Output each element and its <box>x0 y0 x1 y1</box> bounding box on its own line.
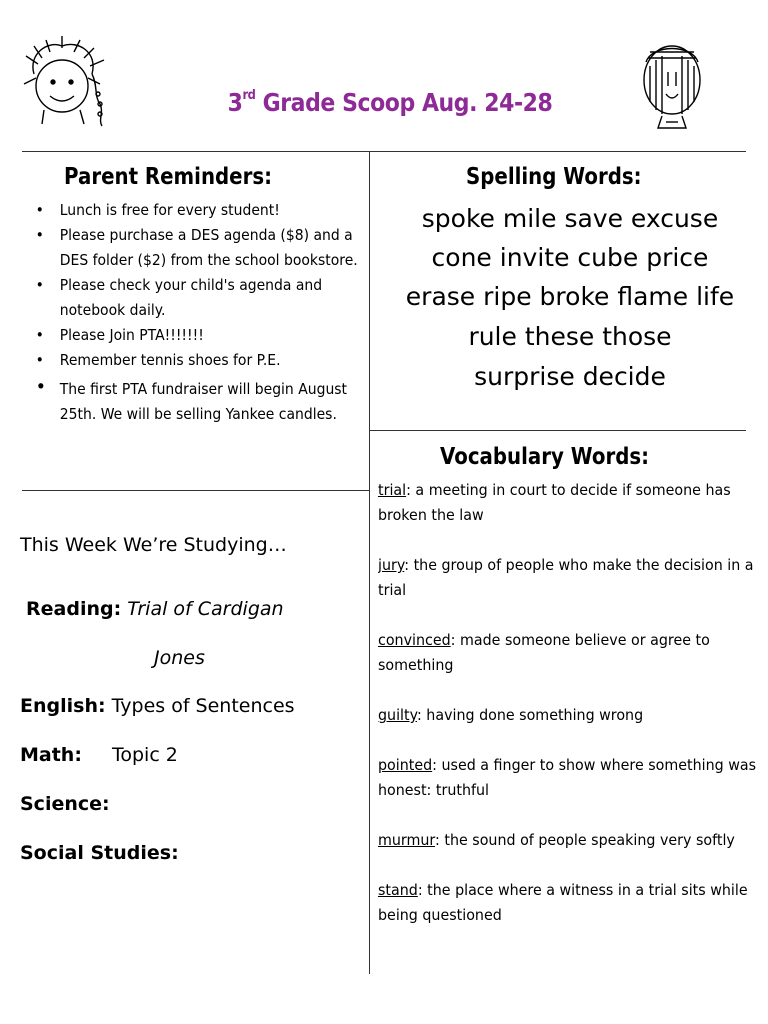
vocab-def: honest: truthful <box>378 781 490 799</box>
reading-value-cont: Jones <box>154 647 205 669</box>
boy-doodle-icon <box>638 36 706 132</box>
vocab-entry <box>378 828 758 853</box>
vocab-entry <box>378 703 758 728</box>
vocab-entry <box>378 628 758 678</box>
studying-title: This Week We’re Studying… <box>20 534 287 556</box>
spelling-bottom-divider <box>369 430 746 431</box>
title-text: Grade Scoop Aug. 24-28 <box>255 88 553 117</box>
reading-value: Trial of Cardigan <box>127 598 284 620</box>
spelling-line: cone invite cube price <box>431 243 709 272</box>
vocabulary-title: Vocabulary Words: <box>440 444 650 470</box>
girl-doodle-icon <box>18 34 114 130</box>
vocab-term: jury <box>378 556 405 574</box>
spelling-line: erase ripe broke flame life <box>405 282 735 311</box>
reminder-item: • Please Join PTA!!!!!!! <box>35 326 204 344</box>
social-studies-label: Social Studies: <box>20 842 179 864</box>
reading-label: Reading: <box>26 598 122 620</box>
vocab-entry <box>378 778 758 803</box>
reminders-bottom-divider <box>22 490 369 491</box>
math-label: Math: <box>20 744 82 766</box>
science-label: Science: <box>20 793 110 815</box>
vocab-entry <box>378 478 758 528</box>
social-studies-row <box>20 842 179 864</box>
science-row <box>20 793 110 815</box>
english-row <box>20 695 295 717</box>
reminder-item: • Lunch is free for every student! <box>35 201 280 219</box>
vocab-term: trial <box>378 481 407 499</box>
math-row <box>20 744 178 766</box>
vocab-def: : a meeting in court to decide if someone has broken the law <box>378 481 731 524</box>
vocab-entry <box>378 553 758 603</box>
vocab-def: : the group of people who make the decision in a trial <box>378 556 754 599</box>
vocabulary-list <box>378 478 758 972</box>
vocab-term: guilty <box>378 706 417 724</box>
vocab-entry <box>378 878 758 928</box>
reminders-title: Parent Reminders: <box>64 164 273 190</box>
vocab-def: : the place where a witness in a trial sits while being questioned <box>378 881 748 924</box>
spelling-line: rule these those <box>468 322 672 351</box>
vocab-term: murmur <box>378 831 436 849</box>
english-value: Types of Sentences <box>111 695 295 717</box>
vocab-def: : the sound of people speaking very softly <box>435 831 735 849</box>
vocab-def: : used a finger to show where something was <box>432 756 757 774</box>
reminders-list <box>30 198 360 427</box>
reminder-item: • Please purchase a DES agenda ($8) and a DES folder ($2) from the school bookstore. <box>35 226 358 269</box>
english-label: English: <box>20 695 106 717</box>
spelling-line: surprise decide <box>474 362 666 391</box>
reminder-item: • Please check your child's agenda and notebook daily. <box>35 276 323 319</box>
reading-row <box>26 598 284 620</box>
spelling-title: Spelling Words: <box>466 164 642 190</box>
vocab-term: pointed <box>378 756 433 774</box>
reminder-item: • The first PTA fundraiser will begin August 25th. We will be selling Yankee candles. <box>35 376 348 423</box>
newsletter-title <box>205 88 575 117</box>
title-number: 3 <box>227 88 243 117</box>
header-divider <box>22 151 746 152</box>
spelling-line: spoke mile save excuse <box>421 204 719 233</box>
title-suffix: rd <box>242 88 256 103</box>
vocab-term: convinced <box>378 631 451 649</box>
vocab-def: : having done something wrong <box>416 706 644 724</box>
vocab-entry <box>378 753 758 778</box>
reminder-item: • Remember tennis shoes for P.E. <box>35 351 281 369</box>
vocab-def: : made someone believe or agree to something <box>378 631 710 674</box>
math-value: Topic 2 <box>111 744 178 766</box>
vocab-term: stand <box>378 881 418 899</box>
